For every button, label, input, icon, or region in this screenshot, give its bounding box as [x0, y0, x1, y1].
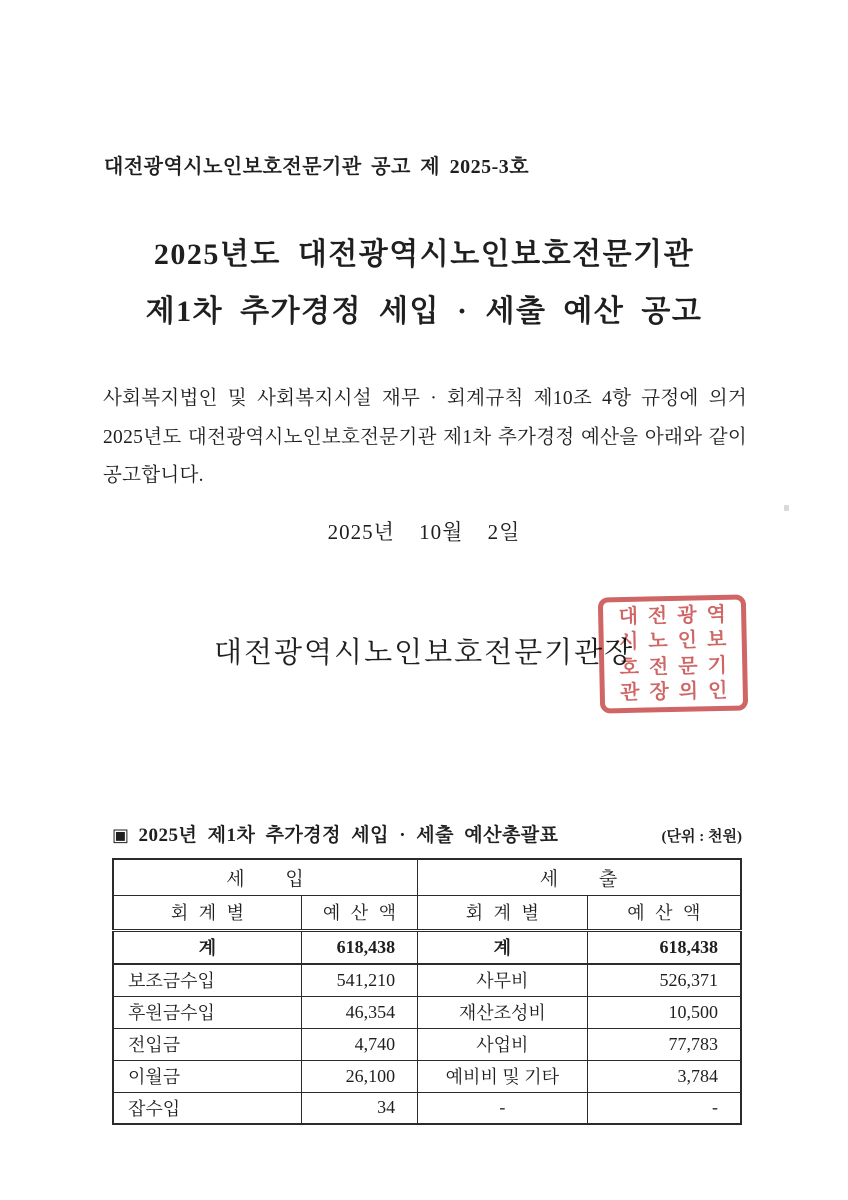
expenditure-total-label: 계: [418, 930, 588, 964]
total-row: [113, 930, 741, 964]
revenue-amount: 34: [301, 1092, 417, 1124]
expenditure-total-amount: 618,438: [587, 930, 741, 964]
revenue-amount: 46,354: [301, 996, 417, 1028]
expenditure-amount: 10,500: [587, 996, 741, 1028]
table-row: [113, 1060, 741, 1092]
square-bullet-icon: ▣: [112, 825, 130, 845]
revenue-amount: 4,740: [301, 1028, 417, 1060]
unit-label: (단위 : 천원): [661, 829, 742, 845]
body-paragraph: [103, 380, 747, 496]
expenditure-account-header: 회 계 별: [418, 895, 588, 930]
revenue-total-label: 계: [113, 930, 301, 964]
seal-text-row: 호전문기: [619, 654, 738, 679]
seal-text-row: 대전광역: [618, 603, 737, 629]
expenditure-amount: 3,784: [587, 1060, 741, 1092]
revenue-account: 이월금: [113, 1060, 301, 1092]
revenue-group-header: 세 입: [113, 859, 418, 895]
seal-text-row: 관장의인: [619, 679, 738, 704]
body-line-1: 사회복지법인 및 사회복지시설 재무 · 회계규칙 제10조 4항 규정에 의거: [103, 388, 747, 409]
body-line-2: 2025년도 대전광역시노인보호전문기관 제1차 추가경정 예산을 아래와 같이: [103, 426, 747, 448]
expenditure-amount: -: [587, 1092, 741, 1124]
scan-artifact: [784, 505, 789, 511]
expenditure-account: 재산조성비: [418, 996, 588, 1028]
signer-name: 대전광역시노인보호전문기관장: [214, 637, 635, 669]
expenditure-amount-header: 예 산 액: [587, 895, 741, 930]
expenditure-amount: 77,783: [587, 1028, 741, 1060]
budget-table: [112, 858, 742, 1125]
title-line-1: 2025년도 대전광역시노인보호전문기관: [153, 238, 695, 271]
expenditure-account: 예비비 및 기타: [418, 1060, 588, 1092]
revenue-account: 전입금: [113, 1028, 301, 1060]
table-row: [113, 1028, 741, 1060]
expenditure-account: 사업비: [418, 1028, 588, 1060]
revenue-account: 잡수입: [113, 1092, 301, 1124]
revenue-account-header: 회 계 별: [113, 895, 301, 930]
expenditure-account: -: [418, 1092, 588, 1124]
column-header-row: [113, 895, 741, 930]
announcement-date: 2025년 10월 2일: [327, 520, 521, 544]
table-row: [113, 1092, 741, 1124]
table-caption-row: [112, 820, 742, 847]
expenditure-account: 사무비: [418, 964, 588, 996]
revenue-amount: 26,100: [301, 1060, 417, 1092]
table-caption: [112, 820, 559, 847]
revenue-account: 보조금수입: [113, 964, 301, 996]
expenditure-group-header: 세 출: [418, 859, 741, 895]
title-line-2: 제1차 추가경정 세입 · 세출 예산 공고: [145, 295, 703, 328]
revenue-amount: 541,210: [301, 964, 417, 996]
table-row: [113, 964, 741, 996]
revenue-total-amount: 618,438: [301, 930, 417, 964]
notice-number: 대전광역시노인보호전문기관 공고 제 2025-3호: [104, 156, 530, 178]
group-header-row: [113, 859, 741, 895]
expenditure-amount: 526,371: [587, 964, 741, 996]
body-line-3: 공고합니다.: [103, 465, 204, 486]
revenue-account: 후원금수입: [113, 996, 301, 1028]
seal-text-row: 시노인보: [618, 629, 737, 654]
table-caption-text: 2025년 제1차 추가경정 세입 · 세출 예산총괄표: [138, 825, 559, 846]
official-seal: [598, 594, 748, 713]
revenue-amount-header: 예 산 액: [301, 895, 417, 930]
document-title: [0, 226, 848, 340]
table-row: [113, 996, 741, 1028]
